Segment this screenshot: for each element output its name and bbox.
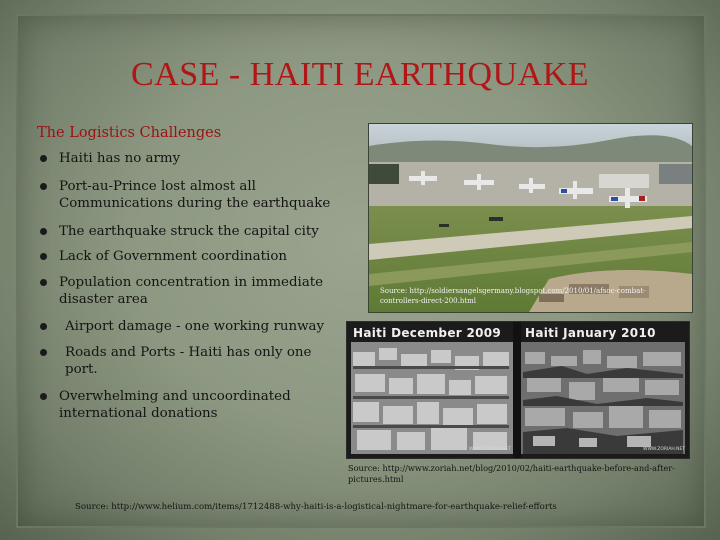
bullet-dot-icon: [40, 155, 47, 162]
bullet-text: Airport damage - one working runway: [65, 319, 325, 334]
bullet-item: [40, 318, 340, 335]
after-panel: [521, 326, 685, 454]
after-label: Haiti January 2010: [525, 326, 656, 340]
footer-source: Source: http://www.helium.com/items/1712488-why-haiti-is-a-logistical-nightmare-for-earthquake-relief-efforts: [75, 502, 557, 512]
bullet-dot-icon: [40, 253, 47, 260]
bullet-item: [40, 248, 340, 265]
before-after-source: Source: http://www.zoriah.net/blog/2010/02/haiti-earthquake-before-and-after-pictures.html: [348, 463, 675, 484]
bullet-dot-icon: [40, 228, 47, 235]
bullet-item: [40, 178, 340, 212]
bullet-item: [40, 274, 340, 308]
bullet-item: [40, 344, 330, 378]
before-after-image: [347, 322, 689, 458]
bullet-text: Lack of Government coordination: [59, 249, 288, 264]
slide-subtitle: The Logistics Challenges: [37, 125, 222, 141]
before-panel: [351, 326, 513, 454]
bullet-dot-icon: [40, 279, 47, 286]
bullet-item: [40, 150, 340, 167]
before-after-photo: [346, 321, 690, 459]
bullet-text: The earthquake struck the capital city: [59, 224, 319, 239]
before-label: Haiti December 2009: [353, 326, 502, 340]
airport-photo: [368, 123, 693, 313]
airport-photo-source: Source: http://soldiersangelsgermany.blogspot.com/2010/01/afsoc-combat-controllers-direct-200.html: [380, 287, 646, 305]
bullet-text: Port-au-Prince lost almost all Communications during the earthquake: [59, 179, 331, 211]
bullet-dot-icon: [40, 349, 47, 356]
after-watermark: WWW.ZORIAH.NET: [643, 447, 686, 452]
slide-title: CASE - HAITI EARTHQUAKE: [130, 56, 589, 93]
bullet-text: Haiti has no army: [59, 151, 181, 166]
airport-photo-image: [369, 124, 692, 312]
bullet-item: [40, 388, 340, 422]
bullet-item: [40, 223, 340, 240]
bullet-text: Roads and Ports - Haiti has only one port.: [65, 345, 312, 377]
before-watermark: WWW.ZORIAH.NET: [469, 447, 512, 452]
bullet-dot-icon: [40, 183, 47, 190]
bullet-text: Population concentration in immediate disaster area: [59, 275, 324, 307]
bullet-dot-icon: [40, 323, 47, 330]
bullet-dot-icon: [40, 393, 47, 400]
bullet-text: Overwhelming and uncoordinated international donations: [59, 389, 291, 421]
